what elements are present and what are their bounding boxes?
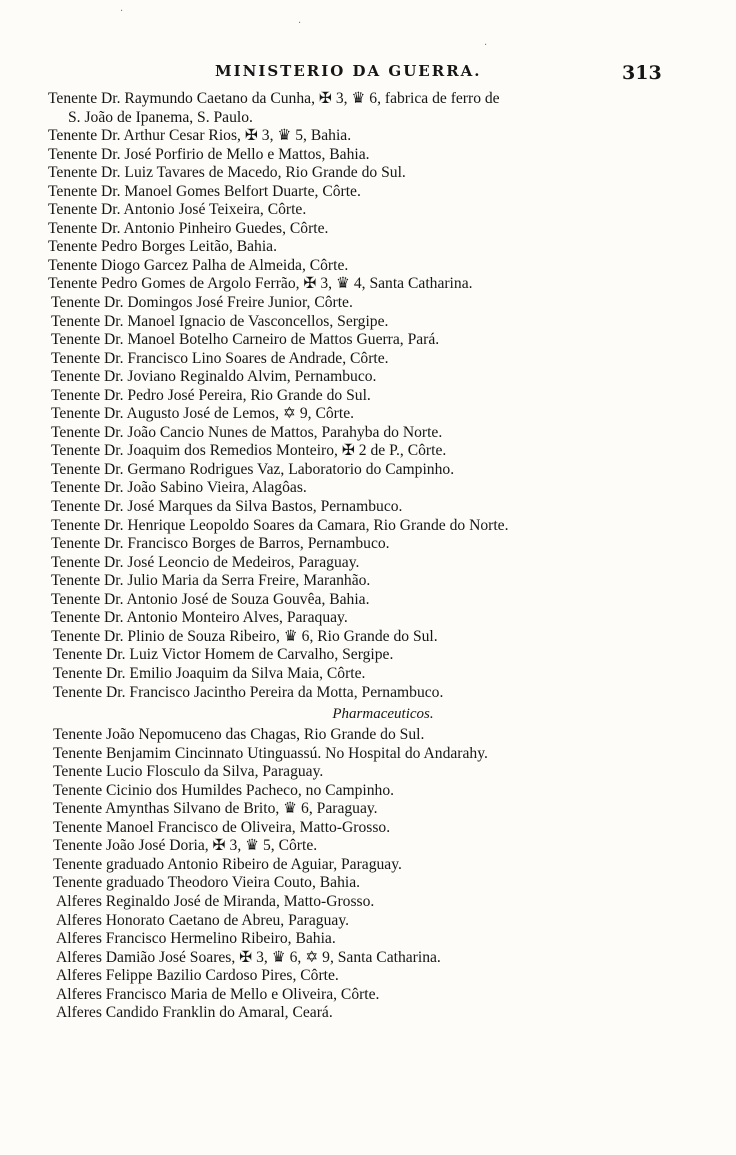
list-item: Tenente Benjamim Cincinnato Utinguassú. No Hospital do Andarahy. [53,744,488,762]
list-item: Tenente Dr. Francisco Jacintho Pereira da Motta, Pernambuco. [53,683,444,701]
list-item: Tenente Dr. Antonio Monteiro Alves, Paraquay. [51,609,348,627]
list-item: Tenente Dr. José Marques da Silva Bastos, Pernambuco. [51,498,403,516]
list-item: Tenente Dr. Luiz Victor Homem de Carvalho, Sergipe. [53,646,394,664]
list-item: Tenente Manoel Francisco de Oliveira, Matto-Grosso. [53,818,391,836]
running-head: MINISTERIO DA GUERRA. [215,62,482,80]
section-title-pharmaceuticos: Pharmaceuticos. [332,706,434,723]
list-item: Tenente Dr. Emilio Joaquim da Silva Maia, Côrte. [53,664,366,682]
list-item: Tenente Dr. Joviano Reginaldo Alvim, Pernambuco. [51,368,377,386]
list-item: Tenente Dr. Manoel Gomes Belfort Duarte, Côrte. [48,182,361,200]
list-item: Tenente Amynthas Silvano de Brito, ♛ 6, Paraguay. [53,800,378,818]
list-item: Tenente Dr. Plinio de Souza Ribeiro, ♛ 6, Rio Grande do Sul. [51,627,438,645]
list-item: Tenente Dr. Francisco Lino Soares de Andrade, Côrte. [51,349,389,367]
list-item: Tenente Dr. Raymundo Caetano da Cunha, ✠ 3, ♛ 6, fabrica de ferro de [48,90,500,107]
list-item: Tenente Dr. Germano Rodrigues Vaz, Laboratorio do Campinho. [51,460,455,478]
list-item: Tenente Dr. Antonio José Teixeira, Côrte. [48,201,307,219]
list-item: Tenente Dr. João Sabino Vieira, Alagôas. [51,479,307,497]
list-item: Alferes Reginaldo José de Miranda, Matto-Grosso. [56,892,375,910]
list-item: Alferes Francisco Maria de Mello e Oliveira, Côrte. [56,985,380,1003]
list-item: Tenente Cicinio dos Humildes Pacheco, no Campinho. [53,781,395,799]
paper-speck: · [484,40,488,51]
list-item: Tenente Dr. Antonio José de Souza Gouvêa, Bahia. [51,590,370,608]
list-item: Tenente graduado Antonio Ribeiro de Aguiar, Paraguay. [53,855,402,873]
list-item: Tenente Dr. Manoel Botelho Carneiro de Mattos Guerra, Pará. [51,331,440,349]
list-item: Tenente Dr. Luiz Tavares de Macedo, Rio Grande do Sul. [48,164,406,182]
page-header [0,62,736,86]
list-item: Tenente Dr. Arthur Cesar Rios, ✠ 3, ♛ 5, Bahia. [48,127,352,145]
list-item: Alferes Francisco Hermelino Ribeiro, Bahia. [56,930,336,948]
list-item-continuation: S. João de Ipanema, S. Paulo. [68,108,253,126]
list-item: Alferes Honorato Caetano de Abreu, Paraguay. [56,911,349,929]
list-item: Alferes Candido Franklin do Amaral, Ceará. [56,1004,333,1022]
list-item: Tenente Dr. Pedro José Pereira, Rio Grande do Sul. [51,386,371,404]
list-item: Tenente Diogo Garcez Palha de Almeida, Côrte. [48,256,349,274]
list-item: Tenente Pedro Gomes de Argolo Ferrão, ✠ 3, ♛ 4, Santa Catharina. [48,275,473,293]
list-item: Tenente Dr. Julio Maria da Serra Freire, Maranhão. [51,572,371,590]
list-item: Tenente Pedro Borges Leitão, Bahia. [48,238,277,256]
officer-list [48,90,678,1023]
list-item: Tenente Lucio Flosculo da Silva, Paraguay. [53,763,324,781]
list-item: Alferes Felippe Bazilio Cardoso Pires, Côrte. [56,967,339,985]
list-item: Tenente Dr. Antonio Pinheiro Guedes, Côrte. [48,219,329,237]
list-item: Tenente Dr. José Porfirio de Mello e Mattos, Bahia. [48,145,370,163]
page-number: 313 [622,62,662,84]
list-item: Tenente Dr. Domingos José Freire Junior, Côrte. [51,294,353,312]
list-item: Tenente Dr. Henrique Leopoldo Soares da Camara, Rio Grande do Norte. [51,516,509,534]
list-item: Tenente Dr. José Leoncio de Medeiros, Paraguay. [51,553,360,571]
list-item: Tenente Dr. Joaquim dos Remedios Monteiro, ✠ 2 de P., Côrte. [51,442,447,460]
paper-speck: · [298,18,302,29]
list-item: Alferes Damião José Soares, ✠ 3, ♛ 6, ✡ 9, Santa Catharina. [56,948,441,966]
list-item: Tenente Dr. João Cancio Nunes de Mattos, Parahyba do Norte. [51,423,443,441]
list-item: Tenente Dr. Augusto José de Lemos, ✡ 9, Côrte. [51,405,355,423]
list-item: Tenente João José Doria, ✠ 3, ♛ 5, Côrte. [53,837,318,855]
list-item: Tenente João Nepomuceno das Chagas, Rio Grande do Sul. [53,726,425,744]
list-item: Tenente graduado Theodoro Vieira Couto, Bahia. [53,874,361,892]
paper-speck: · [120,6,124,17]
list-item: Tenente Dr. Manoel Ignacio de Vasconcellos, Sergipe. [51,312,389,330]
list-item: Tenente Dr. Francisco Borges de Barros, Pernambuco. [51,535,390,553]
